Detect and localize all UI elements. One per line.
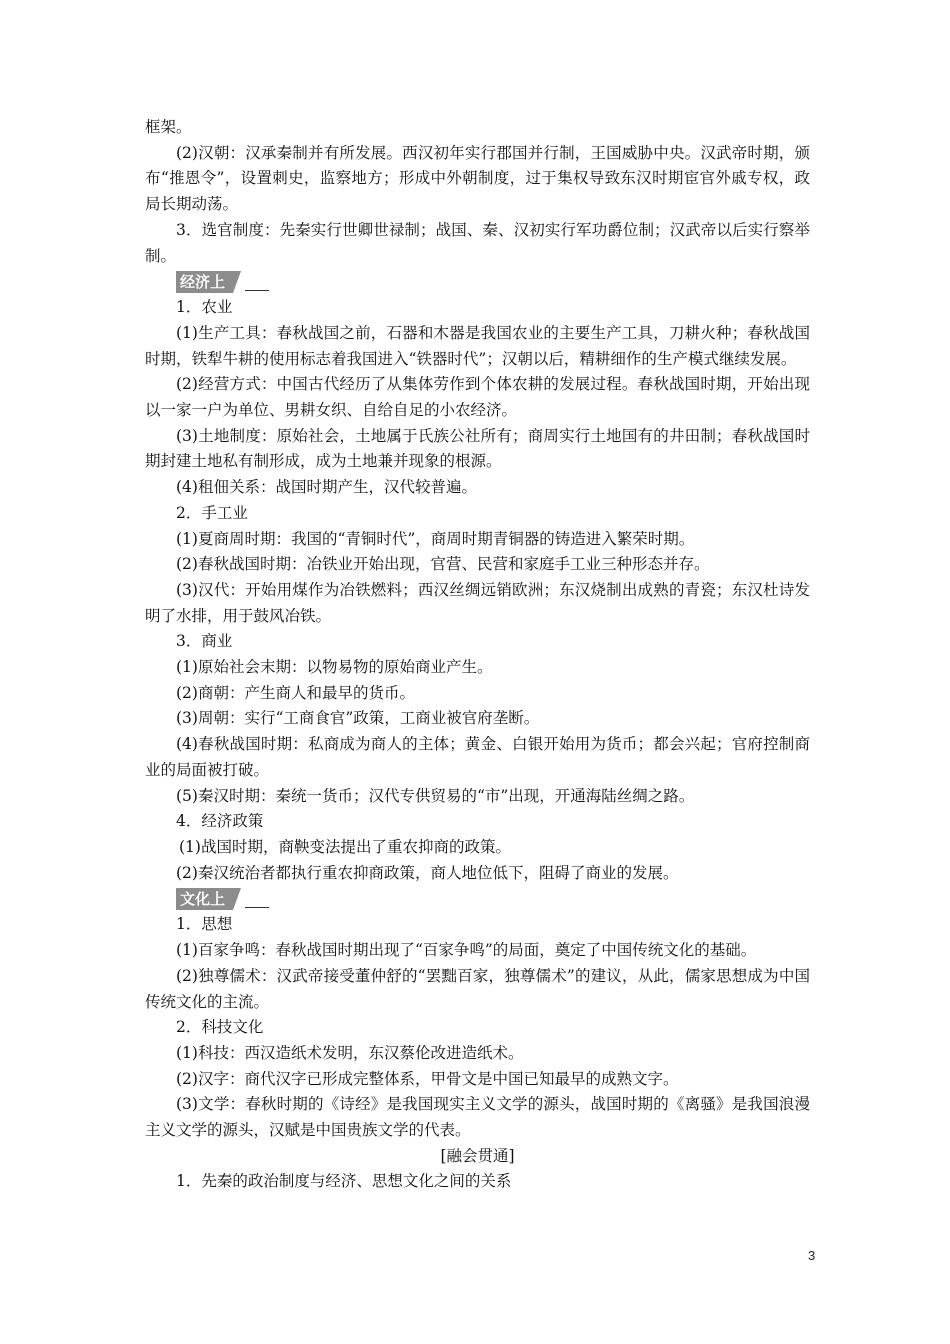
culture-heading-label: 文化上 [176,888,233,910]
paragraph: (1)百家争鸣：春秋战国时期出现了“百家争鸣”的局面，奠定了中国传统文化的基础。 [176,941,757,960]
paragraph: (2)汉字：商代汉字已形成完整体系，甲骨文是中国已知最早的成熟文字。 [176,1069,679,1088]
paragraph: (3)汉代：开始用煤作为冶铁燃料；西汉丝绸远销欧洲；东汉烧制出成熟的青瓷；东汉杜诗发明了水排，用于鼓风冶铁。 [145,580,810,625]
paragraph: (2)商朝：产生商人和最早的货币。 [176,683,415,702]
paragraph: 3．选官制度：先秦实行世卿世禄制；战国、秦、汉初实行军功爵位制；汉武帝以后实行察举制。 [145,220,810,265]
paragraph: (4)租佃关系：战国时期产生，汉代较普遍。 [176,478,477,497]
list-item: 1．农业 [176,298,233,317]
culture-section-heading [176,886,810,910]
paragraph: (2)秦汉统治者都执行重农抑商政策，商人地位低下，阻碍了商业的发展。 [176,863,679,882]
paragraph: (1)夏商周时期：我国的“青铜时代”，商周时期青铜器的铸造进入繁荣时期。 [176,529,695,548]
list-item: 1．思想 [176,915,233,934]
economy-heading-label: 经济上 [176,271,233,293]
paragraph: (3)周朝：实行“工商食官”政策，工商业被官府垄断。 [176,709,540,728]
paragraph: (1)科技：西汉造纸术发明，东汉蔡伦改进造纸术。 [176,1043,524,1062]
list-item: 4．经济政策 [176,812,264,831]
economy-section-heading [176,269,810,293]
paragraph: (3)文学：春秋时期的《诗经》是我国现实主义文学的源头，战国时期的《离骚》是我国浪漫主义文学的源头，汉赋是中国贵族文学的代表。 [145,1095,810,1140]
paragraph: (1)生产工具：春秋战国之前，石器和木器是我国农业的主要生产工具，刀耕火种；春秋战国时期，铁犁牛耕的使用标志着我国进入“铁器时代”；汉朝以后，精耕细作的生产模式继续发展。 [145,323,810,368]
paragraph: (2)独尊儒术：汉武帝接受董仲舒的“罢黜百家，独尊儒术”的建议，从此，儒家思想成为中国传统文化的主流。 [145,966,810,1011]
synthesis-heading: [融会贯通] [440,1146,515,1165]
paragraph: (4)春秋战国时期：私商成为商人的主体；黄金、白银开始用为货币；都会兴起；官府控制商业的局面被打破。 [145,735,810,779]
paragraph: (2)春秋战国时期：冶铁业开始出现，官营、民营和家庭手工业三种形态并存。 [176,555,710,574]
list-item: 2．科技文化 [176,1018,264,1037]
document-body [145,115,810,1195]
page-number: 3 [808,1248,816,1263]
heading-underline [245,907,269,908]
paragraph: (2)汉朝：汉承秦制并有所发展。西汉初年实行郡国并行制，王国威胁中央。汉武帝时期，颁布“推恩令”，设置刺史，监察地方；形成中外朝制度，过于集权导致东汉时期宦官外戚专权，政局长期动荡。 [145,143,810,214]
paragraph: (1)战国时期，商鞅变法提出了重农抑商的政策。 [179,837,511,856]
list-item: 3．商业 [176,632,233,651]
paragraph: (5)秦汉时期：秦统一货币；汉代专供贸易的“市”出现，开通海陆丝绸之路。 [176,786,695,805]
paragraph: (3)土地制度：原始社会，土地属于氏族公社所有；商周实行土地国有的井田制；春秋战国时期封建土地私有制形成，成为土地兼并现象的根源。 [145,426,810,471]
list-item: 1．先秦的政治制度与经济、思想文化之间的关系 [176,1172,512,1191]
heading-underline [245,290,269,291]
paragraph: (1)原始社会末期：以物易物的原始商业产生。 [176,658,493,677]
paragraph: 框架。 [145,118,192,136]
list-item: 2．手工业 [176,503,248,522]
paragraph: (2)经营方式：中国古代经历了从集体劳作到个体农耕的发展过程。春秋战国时期，开始出现以一家一户为单位、男耕女织、自给自足的小农经济。 [145,375,810,420]
